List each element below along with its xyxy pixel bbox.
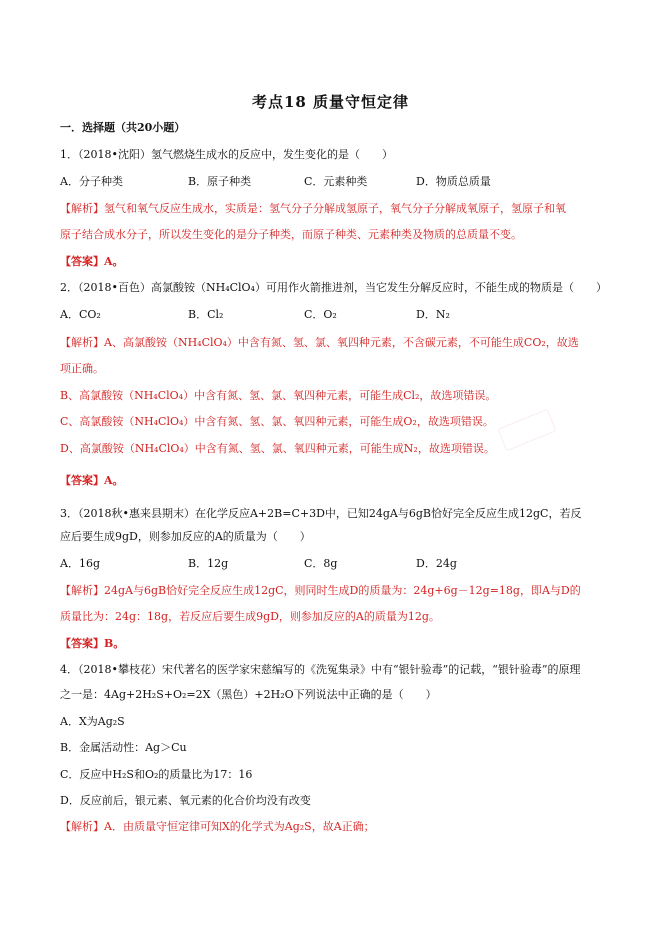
- q3-option-c: C．8g: [304, 557, 338, 570]
- q1-option-b: B．原子种类: [188, 175, 252, 188]
- q1-option-c: C．元素种类: [304, 175, 368, 188]
- q2-explanation-line-2: 项正确。: [60, 362, 104, 375]
- section-heading: 一．选择题（共20小题）: [60, 121, 186, 134]
- q2-option-b: B．Cl₂: [188, 308, 224, 321]
- q2-explanation-d: D、高氯酸铵（NH₄ClO₄）中含有氮、氢、氯、氧四种元素，可能生成N₂，故选项错误。: [60, 442, 495, 455]
- q4-stem-line-2: 之一是：4Ag+2H₂S+O₂=2X（黑色）+2H₂O下列说法中正确的是（ ）: [60, 688, 437, 701]
- q1-explanation-line-2: 原子结合成水分子，所以发生变化的是分子种类，而原子种类、元素种类及物质的总质量不变。: [60, 228, 522, 241]
- q2-option-c: C．O₂: [304, 308, 337, 321]
- page-title: 考点18 质量守恒定律: [251, 93, 410, 111]
- q3-option-a: A．16g: [60, 557, 100, 570]
- q3-answer: 【答案】B。: [60, 637, 125, 650]
- q3-option-b: B．12g: [188, 557, 229, 570]
- q1-explanation-line-1: 【解析】氢气和氧气反应生成水，实质是：氢气分子分解成氢原子，氧气分子分解成氧原子，氢原子和氧: [60, 202, 566, 215]
- q1-option-a: A．分子种类: [60, 175, 123, 188]
- q4-option-a: A．X为Ag₂S: [60, 715, 125, 728]
- q4-explanation-line-1: 【解析】A．由质量守恒定律可知X的化学式为Ag₂S，故A正确；: [60, 820, 375, 833]
- q1-stem: 1．（2018•沈阳）氢气燃烧生成水的反应中，发生变化的是（ ）: [60, 148, 393, 161]
- q2-stem: 2．（2018•百色）高氯酸铵（NH₄ClO₄）可用作火箭推进剂，当它发生分解反应时，不能生成的物质是（ ）: [60, 281, 607, 294]
- q4-option-b: B．金属活动性：Ag＞Cu: [60, 741, 187, 754]
- q2-explanation-c: C、高氯酸铵（NH₄ClO₄）中含有氮、氢、氯、氧四种元素，可能生成O₂，故选项错误。: [60, 415, 494, 428]
- q1-answer: 【答案】A。: [60, 255, 124, 268]
- q3-explanation-line-2: 质量比为：24g：18g，若反应后要生成9gD，则参加反应的A的质量为12g。: [60, 610, 440, 623]
- watermark-stamp: [497, 409, 556, 451]
- q3-explanation-line-1: 【解析】24gA与6gB恰好完全反应生成12gC，则同时生成D的质量为：24g+6g－12g=18g，即A与D的: [60, 584, 581, 597]
- q3-stem-line-1: 3．（2018秋•惠来县期末）在化学反应A+2B=C+3D中，已知24gA与6gB恰好完全反应生成12gC，若反: [60, 507, 582, 520]
- q2-answer: 【答案】A。: [60, 474, 124, 487]
- q2-explanation-b: B、高氯酸铵（NH₄ClO₄）中含有氮、氢、氯、氧四种元素，可能生成Cl₂，故选项错误。: [60, 389, 497, 402]
- q4-stem-line-1: 4．（2018•攀枝花）宋代著名的医学家宋慈编写的《洗冤集录》中有“银针验毒”的记载，“银针验毒”的原理: [60, 663, 581, 676]
- q4-option-d: D．反应前后，银元素、氧元素的化合价均没有改变: [60, 794, 311, 807]
- q2-option-d: D．N₂: [416, 308, 450, 321]
- q3-option-d: D．24g: [416, 557, 457, 570]
- q1-option-d: D．物质总质量: [416, 175, 491, 188]
- q3-stem-line-2: 应后要生成9gD，则参加反应的A的质量为（ ）: [60, 530, 311, 543]
- q4-option-c: C．反应中H₂S和O₂的质量比为17：16: [60, 768, 253, 781]
- q2-explanation-line-1: 【解析】A、高氯酸铵（NH₄ClO₄）中含有氮、氢、氯、氧四种元素，不含碳元素，不可能生成CO₂，故选: [60, 336, 579, 349]
- q2-option-a: A．CO₂: [60, 308, 101, 321]
